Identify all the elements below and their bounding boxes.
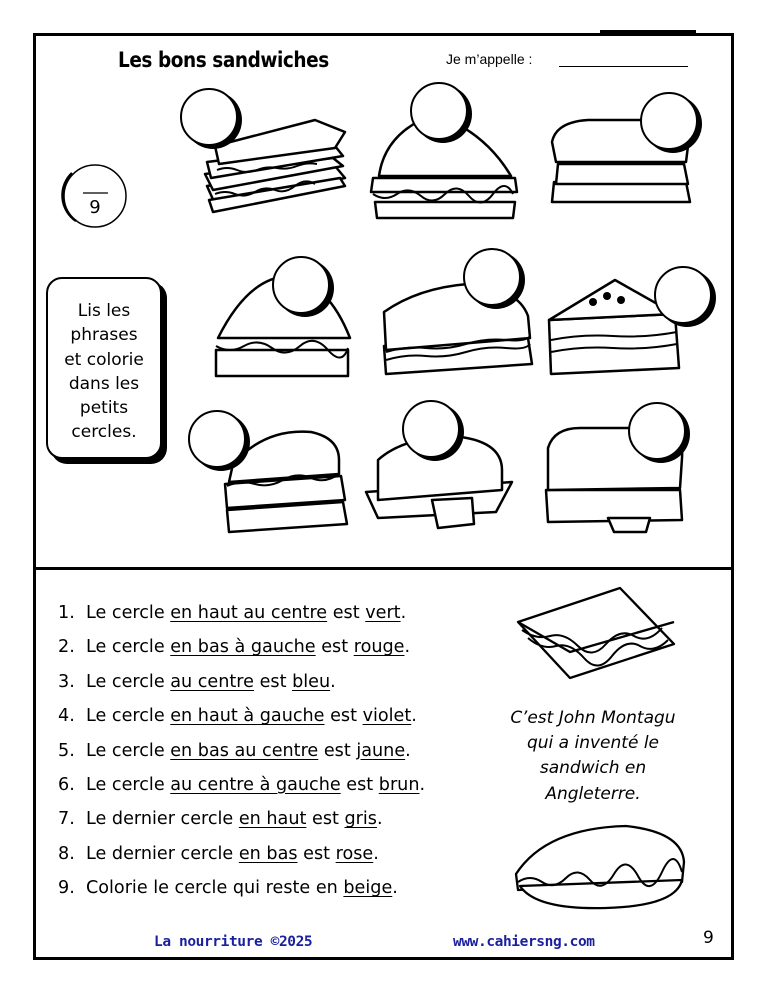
fact-line: C’est John Montagu — [510, 708, 676, 728]
instruction-line: petits — [79, 398, 129, 419]
sentence-number: 1. — [58, 603, 75, 623]
sub-sandwich-illustration — [506, 822, 688, 912]
sentence-number: 6. — [58, 775, 75, 796]
sentence-number: 8. — [58, 843, 75, 864]
underlined-keyword: en bas au centre — [170, 740, 319, 761]
sentence-item — [58, 596, 425, 630]
instruction-line: phrases — [70, 325, 138, 346]
name-write-line[interactable] — [559, 66, 688, 67]
sentence-text: . — [404, 637, 411, 658]
sentence-text: est — [340, 775, 379, 796]
sentence-number: 9. — [58, 878, 75, 899]
sentence-item — [58, 665, 425, 699]
fact-line: Angleterre. — [545, 783, 641, 804]
underlined-keyword: vert — [365, 603, 401, 623]
sentence-text: Le cercle — [86, 706, 171, 727]
sentence-text: . — [330, 671, 336, 692]
underlined-keyword: en haut à gauche — [170, 706, 325, 727]
instruction-line: et colorie — [64, 349, 144, 370]
fact-line: qui a inventé le — [526, 733, 659, 754]
circle-bottom-left[interactable] — [188, 410, 246, 468]
sentence-text: est — [297, 843, 336, 864]
sentence-number: 2. — [58, 637, 75, 658]
underlined-keyword: au centre à gauche — [170, 775, 341, 796]
sentence-number: 4. — [58, 706, 75, 727]
sentence-text: est — [327, 603, 366, 623]
instruction-box — [46, 277, 162, 459]
sentence-text: est — [324, 706, 363, 727]
page-number: 9 — [703, 928, 714, 948]
sentence-text: . — [376, 809, 383, 830]
sentence-text: est — [315, 637, 354, 658]
sentence-text: Le cercle — [86, 603, 171, 623]
circle-top-right[interactable] — [640, 92, 698, 150]
sentence-text: Le dernier cercle — [86, 809, 239, 830]
section-divider — [33, 567, 734, 570]
sentence-item — [58, 768, 425, 802]
sandwich-sketch-illustration — [510, 582, 682, 690]
underlined-keyword: bleu — [292, 671, 331, 692]
sentence-text: Le cercle — [86, 775, 171, 796]
sentence-text: . — [419, 775, 426, 796]
sentence-text: . — [405, 740, 411, 761]
sentence-text: est — [306, 809, 345, 830]
sentence-number: 5. — [58, 740, 75, 761]
underlined-keyword: en haut — [238, 809, 307, 830]
footer-collection-title: La nourriture ©2025 — [154, 934, 313, 950]
sentence-number: 7. — [58, 809, 75, 830]
underlined-keyword: rose — [335, 843, 374, 864]
sentence-item — [58, 699, 425, 733]
sentence-text: est — [318, 740, 357, 761]
sentence-text: . — [411, 706, 417, 727]
underlined-keyword: brun — [378, 775, 420, 796]
sentence-item — [58, 871, 425, 905]
underlined-keyword: violet — [362, 706, 412, 727]
sentence-number: 3. — [58, 671, 75, 692]
score-total: 9 — [89, 197, 101, 218]
underlined-keyword: en bas — [238, 843, 298, 864]
sentence-text: . — [373, 843, 379, 864]
frame-accent — [600, 30, 696, 35]
circle-center-right[interactable] — [654, 266, 712, 324]
worksheet-title: Les bons sandwiches — [118, 48, 329, 72]
underlined-keyword: au centre — [170, 671, 254, 692]
sentence-item — [58, 837, 425, 871]
underlined-keyword: rouge — [353, 637, 405, 658]
circle-bottom-right[interactable] — [628, 402, 686, 460]
sentence-text: . — [392, 878, 398, 899]
circle-top-center[interactable] — [410, 82, 468, 140]
sentence-text: est — [253, 671, 293, 692]
fact-text — [498, 706, 688, 807]
sentence-item — [58, 734, 425, 768]
underlined-keyword: en haut au centre — [170, 603, 328, 623]
sentence-item — [58, 802, 425, 836]
circle-center[interactable] — [463, 248, 521, 306]
circle-top-left[interactable] — [180, 88, 238, 146]
sentence-item — [58, 630, 425, 664]
sentence-text: Le dernier cercle — [86, 843, 239, 864]
instruction-line: cercles. — [71, 422, 137, 443]
name-label: Je m’appelle : — [446, 51, 533, 67]
sentence-text: Le cercle — [86, 740, 171, 761]
underlined-keyword: gris — [344, 809, 377, 830]
sentence-text: Colorie le cercle qui reste en — [86, 878, 344, 899]
underlined-keyword: beige — [343, 878, 393, 899]
fact-line: sandwich en — [539, 758, 647, 779]
sentence-text: Le cercle — [86, 671, 171, 692]
sentence-text: Le cercle — [86, 637, 171, 658]
underlined-keyword: jaune — [356, 740, 406, 761]
circle-center-left[interactable] — [272, 256, 330, 314]
underlined-keyword: en bas à gauche — [170, 637, 316, 658]
circle-bottom-center[interactable] — [402, 400, 460, 458]
instruction-line: dans les — [68, 373, 140, 394]
score-badge — [58, 161, 132, 231]
sentence-text: . — [400, 603, 407, 623]
instruction-line: Lis les — [77, 301, 131, 321]
sentence-list — [58, 596, 425, 906]
footer-website-link[interactable]: www.cahiersng.com — [453, 934, 595, 950]
